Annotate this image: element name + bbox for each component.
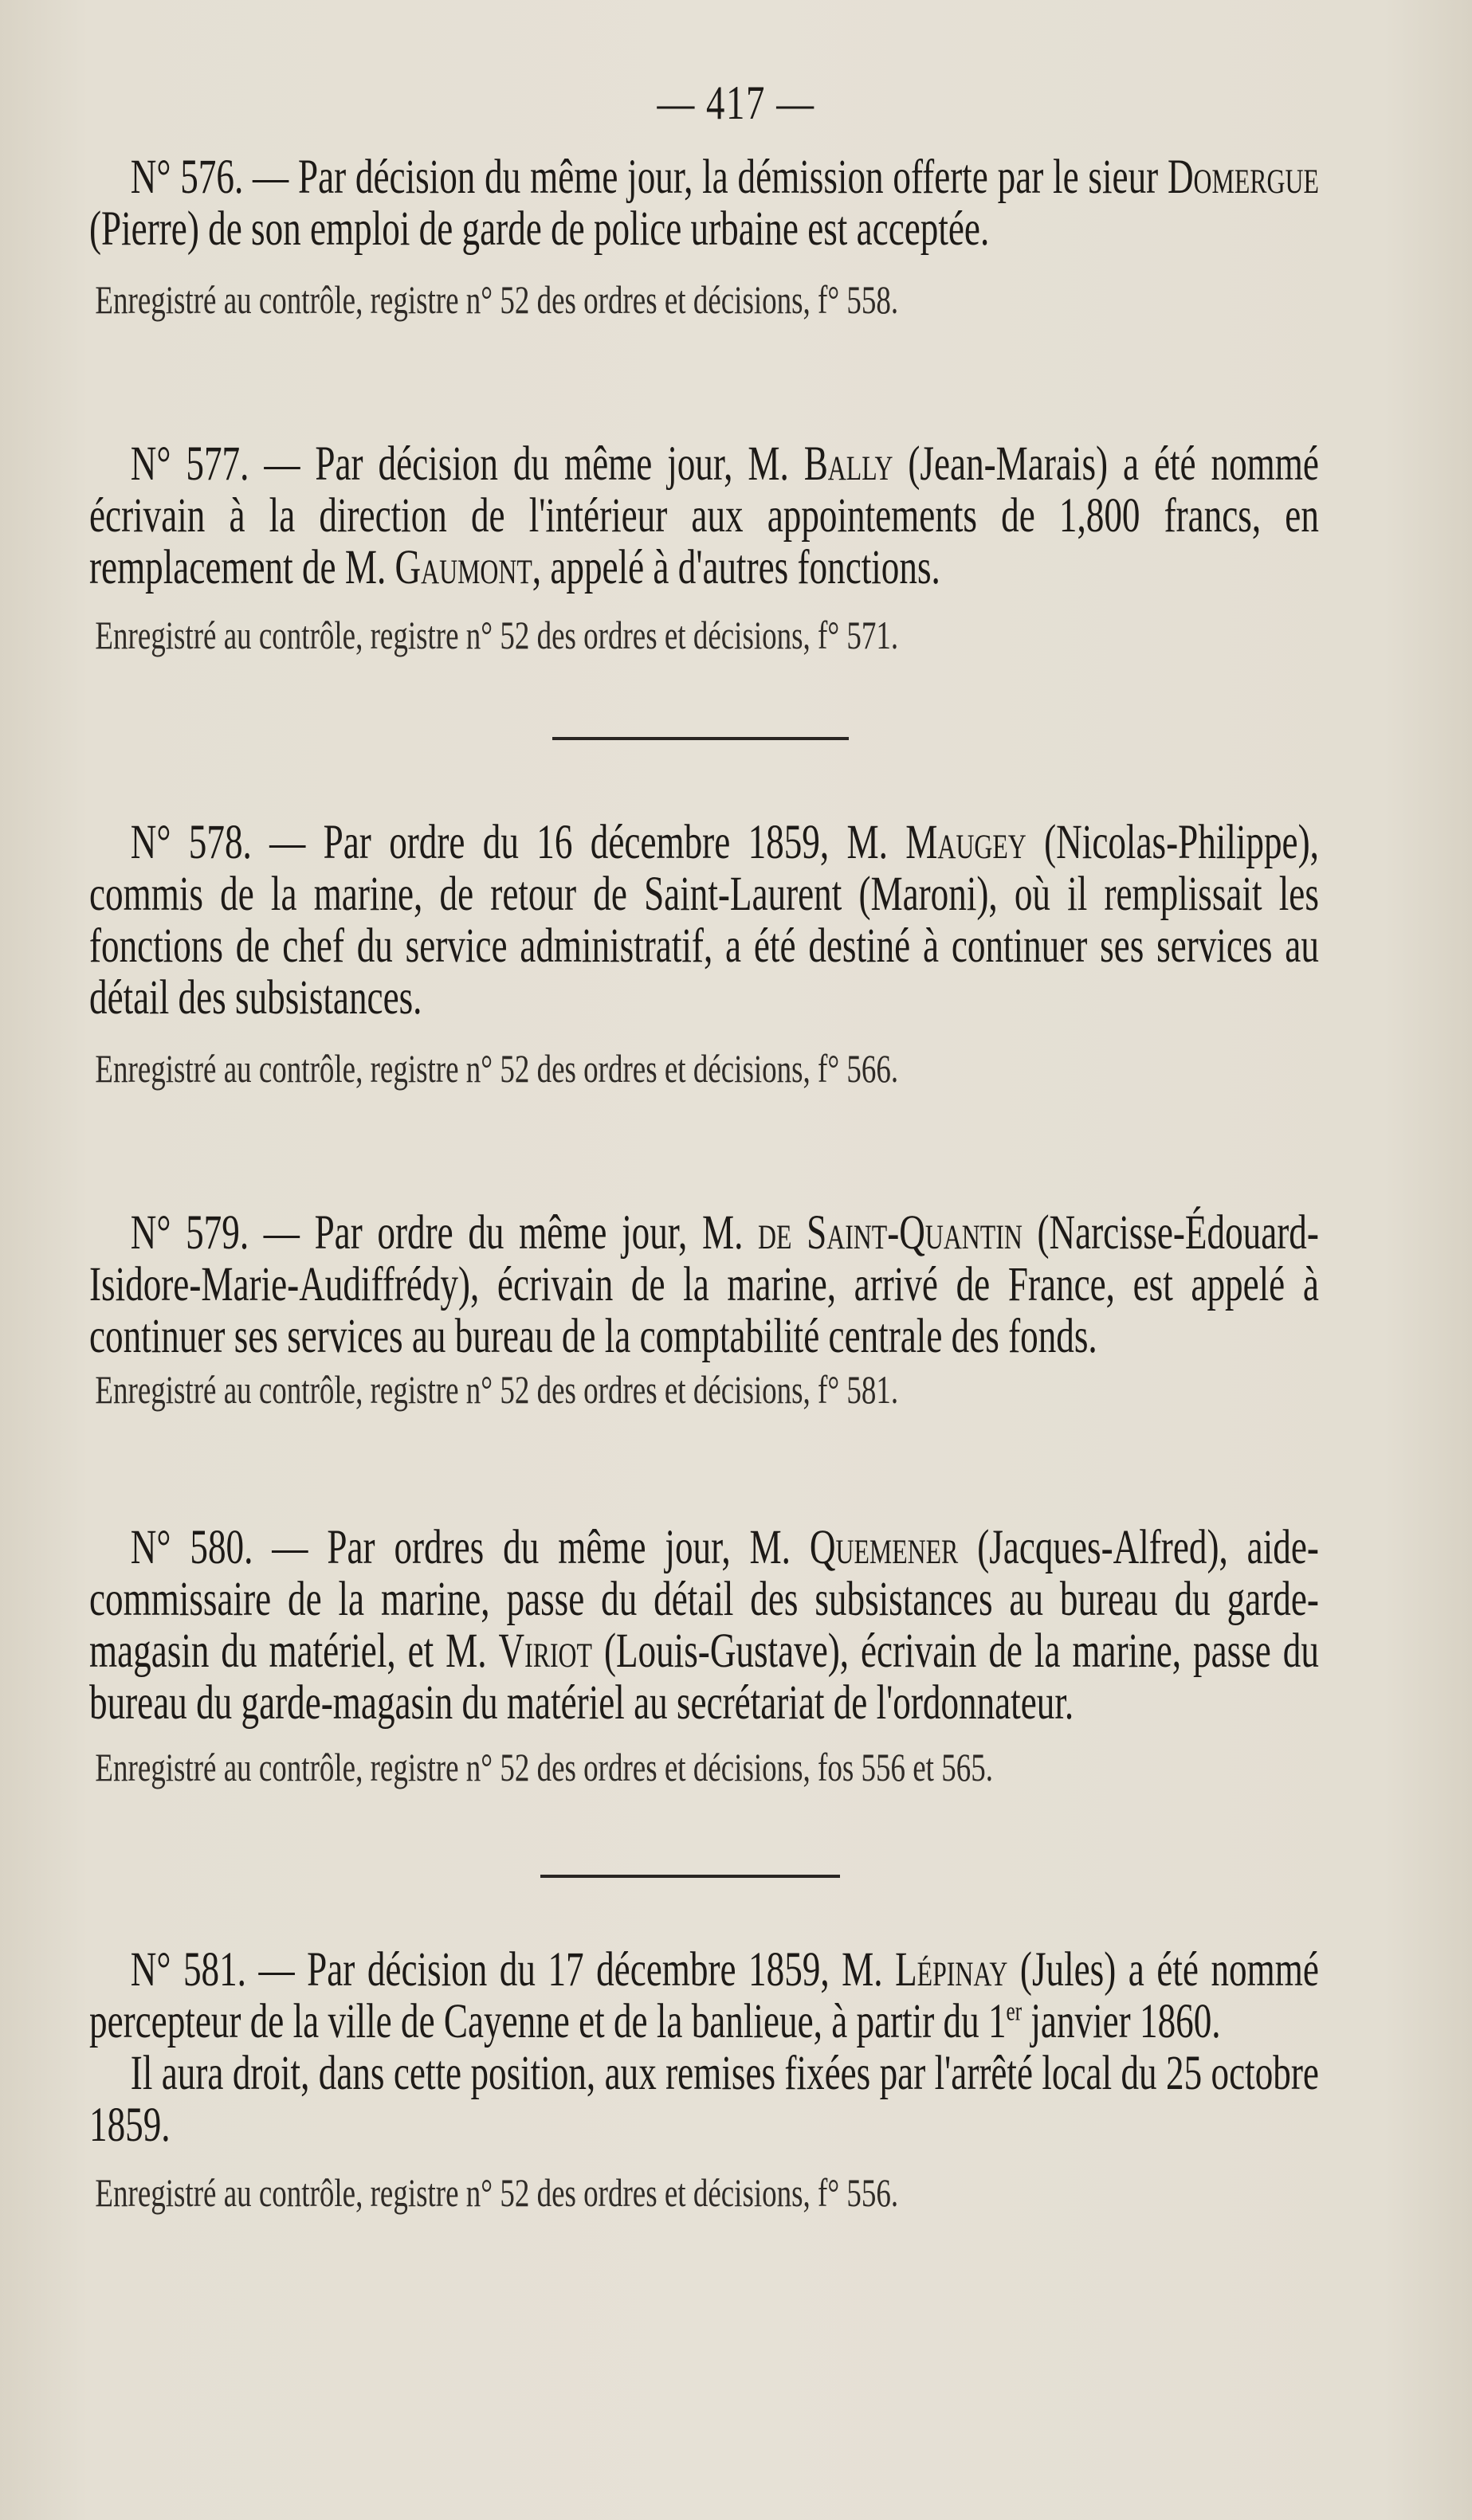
- entry-text: N° 577. — Par décision du même jour, M. Bally (Jean-Marais) a été nommé écrivain à la direction de l'intérieur aux appointements de 1,800 francs, en remplacement de M. Gaumont, appelé à d'autres fonctions.: [89, 437, 1319, 594]
- entry-579: [89, 1207, 1317, 1413]
- registration-note: Enregistré au contrôle, registre n° 52 des ordres et décisions, fos 556 et 565.: [95, 1745, 993, 1789]
- entry-number: N° 580.: [130, 1521, 253, 1574]
- entry-number: N° 579.: [130, 1206, 249, 1260]
- entry-text: N° 579. — Par ordre du même jour, M. de Saint-Quantin (Narcisse-Édouard-Isidore-Marie-Audiffrédy), écrivain de la marine, arrivé de France, est appelé à continuer ses services au bureau de la comptabilité centrale des fonds.: [89, 1206, 1319, 1363]
- registration-note: Enregistré au contrôle, registre n° 52 des ordres et décisions, f° 571.: [95, 613, 899, 657]
- entry-number: N° 576.: [130, 151, 244, 204]
- person-name: Bally: [803, 437, 893, 491]
- entry-paragraph: Il aura droit, dans cette position, aux remises fixées par l'arrêté local du 25 octobre 1859.: [89, 2047, 1319, 2152]
- entry-text: N° 576. — Par décision du même jour, la démission offerte par le sieur Domergue (Pierre) de son emploi de garde de police urbaine est acceptée.: [89, 151, 1319, 256]
- person-name: Maugey: [905, 816, 1026, 869]
- entry-576: [89, 151, 1317, 323]
- entry-577: [89, 438, 1317, 659]
- entry-581: [89, 1944, 1317, 2216]
- entry-number: N° 577.: [130, 437, 249, 491]
- person-name: Quemener: [809, 1521, 959, 1574]
- entry-number: N° 578.: [130, 816, 252, 869]
- entry-text: N° 578. — Par ordre du 16 décembre 1859, M. Maugey (Nicolas-Philippe), commis de la marine, de retour de Saint-Laurent (Maroni), où il remplissait les fonctions de chef du service administratif, a été destiné à continuer ses services au détail des subsistances.: [89, 816, 1319, 1025]
- registration-note: Enregistré au contrôle, registre n° 52 des ordres et décisions, f° 581.: [95, 1367, 899, 1412]
- entry-578: [89, 817, 1317, 1092]
- person-name: Domergue: [1167, 151, 1319, 204]
- registration-note: Enregistré au contrôle, registre n° 52 des ordres et décisions, f° 558.: [95, 277, 899, 322]
- entry-580: [89, 1522, 1317, 1791]
- entry-number: N° 581.: [130, 1943, 246, 1997]
- entry-text: N° 581. — Par décision du 17 décembre 1859, M. Lépinay (Jules) a été nommé percepteur de la ville de Cayenne et de la banlieue, à partir du 1er janvier 1860.: [89, 1943, 1319, 2048]
- registration-note: Enregistré au contrôle, registre n° 52 des ordres et décisions, f° 556.: [95, 2170, 899, 2215]
- entry-text: N° 580. — Par ordres du même jour, M. Quemener (Jacques-Alfred), aide-commissaire de la marine, passe du détail des subsistances au bureau du garde-magasin du matériel, et M. Viriot (Louis-Gustave), écrivain de la marine, passe du bureau du garde-magasin du matériel au secrétariat de l'ordonnateur.: [89, 1521, 1319, 1730]
- person-name: Viriot: [498, 1624, 592, 1678]
- page-number: — 417 —: [657, 76, 815, 129]
- person-name: Gaumont: [394, 541, 532, 594]
- person-name: de Saint-Quantin: [758, 1206, 1023, 1260]
- registration-note: Enregistré au contrôle, registre n° 52 des ordres et décisions, f° 566.: [95, 1046, 899, 1091]
- section-divider: [552, 737, 849, 740]
- person-name: Lépinay: [895, 1943, 1008, 1997]
- section-divider: [540, 1875, 840, 1878]
